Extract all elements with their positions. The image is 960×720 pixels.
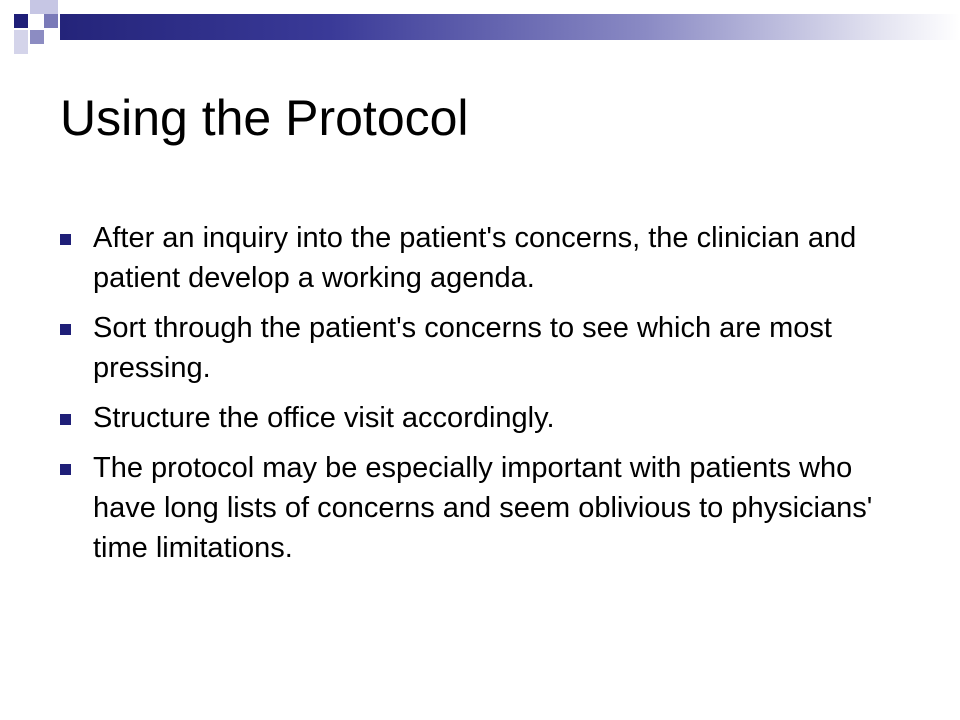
header-decoration-square bbox=[14, 14, 28, 28]
header-decoration-square bbox=[30, 30, 44, 44]
square-bullet-icon bbox=[60, 324, 71, 335]
bullet-text: The protocol may be especially important with patients who have long lists of concerns and seem oblivious to physicians' time limitations. bbox=[93, 452, 873, 564]
square-bullet-icon bbox=[60, 464, 71, 475]
slide-title: Using the Protocol bbox=[60, 90, 469, 146]
bullet-item bbox=[60, 398, 900, 438]
bullet-list bbox=[60, 218, 900, 578]
header-gradient-bar bbox=[60, 14, 960, 40]
bullet-item bbox=[60, 308, 900, 388]
bullet-item bbox=[60, 218, 900, 298]
bullet-text: Sort through the patient's concerns to see which are most pressing. bbox=[93, 312, 832, 384]
header-decoration-square bbox=[30, 0, 58, 14]
square-bullet-icon bbox=[60, 414, 71, 425]
bullet-item bbox=[60, 448, 900, 568]
header-decoration-square bbox=[44, 14, 58, 28]
bullet-text: After an inquiry into the patient's concerns, the clinician and patient develop a working agenda. bbox=[93, 222, 857, 294]
square-bullet-icon bbox=[60, 234, 71, 245]
header-decoration-square bbox=[14, 30, 28, 54]
bullet-text: Structure the office visit accordingly. bbox=[93, 402, 555, 434]
